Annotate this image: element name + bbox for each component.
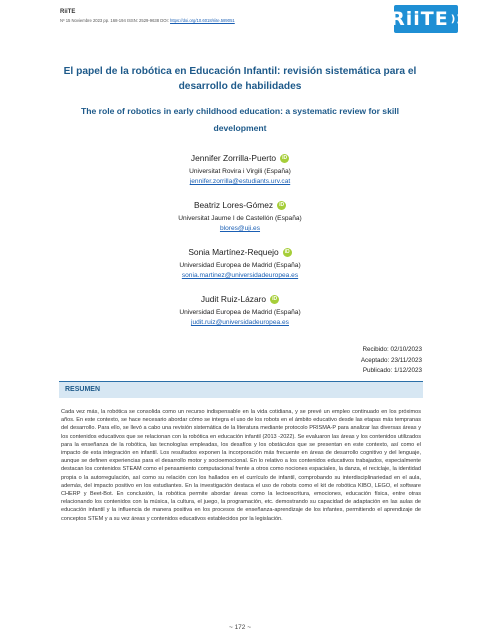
author-block (100, 242, 380, 281)
wave-icon: )) (450, 13, 462, 25)
author-email-link[interactable]: sonia.martinez@universidadeuropea.es (181, 272, 299, 279)
author-name: Beatriz Lores-Gómez (193, 200, 274, 210)
orcid-icon[interactable]: iD (279, 201, 285, 208)
author-block (100, 289, 380, 328)
author-list (100, 148, 380, 336)
issue-line (60, 18, 420, 23)
journal-name: RiiTE (60, 9, 76, 15)
publication-dates (361, 345, 422, 377)
author-name-row (191, 151, 289, 165)
received-date: Recibido: 02/10/2023 (362, 346, 422, 353)
title-spanish: El papel de la robótica en Educación Infantil: revisión sistemática para el desarrollo de habilidades (63, 66, 417, 92)
author-name-row (194, 198, 286, 212)
author-email-link[interactable]: blores@uji.es (219, 225, 261, 232)
logo-text: RiiTE (390, 8, 449, 30)
author-block (100, 195, 380, 234)
accepted-date: Aceptado: 23/11/2023 (360, 356, 422, 364)
orcid-icon[interactable]: iD (272, 295, 278, 302)
doi-link[interactable]: https://doi.org/10.6018/riite.589051 (170, 18, 235, 23)
abstract-heading: RESUMEN (59, 382, 423, 398)
abstract-section (59, 381, 423, 590)
journal-logo (390, 5, 462, 33)
abstract-text: Cada vez más, la robótica se consolida como un recurso indispensable en la vida cotidiana, y se prevé un empleo continuado en los próximos años. En este contexto, se hace necesario abordar cómo se integra el uso de los robots en el ámbito educativo desde las etapas más tempranas del desarrollo. Para ello, se llevó a cabo una revisión sistemática de la literatura mediante protocolo PRISMA-P para analizar las diversas áreas y los contenidos educativos que se relacionan con la robótica en educación infantil (2013 -2022). Se evaluaron las áreas y los contenidos utilizados para la enseñanza de la robótica, las tecnologías empleadas, los desafíos y los obstáculos que se presentan en este contexto, así como el impacto de esta integración en infantil. Los resultados exponen la incorporación más frecuente en áreas de desarrollo cognitivo y del lenguaje, aunque se definen experiencias para el desarrollo motor y socioemocional. En lo relativo a los contenidos educativos trabajados, especialmente destacan los contenidos STEAM como el pensamiento computacional frente a otros como nociones espaciales, la danza, el reciclaje, la identidad propia o la autorregulación, así como su relación con los hallados en el currículo de infantil, comprobando su interdisciplinariedad en el aula, además, del impacto positivo en los estudiantes. En la investigación destaca el uso de robots como el kit de robótica KIBO, LEGO, el software CHERP y Beet-Bot. En conclusión, la robótica permite abordar áreas como la lectoescritura, emociones, educación física, entre otras relacionando los contenidos con la música, la cultura, el juego, la programación, etc. demostrando su capacidad de adaptación en las aulas de educación infantil y la influencia de manera positiva en los procesos de enseñanza-aprendizaje de los infantes, permitiendo el aprendizaje de conceptos STEM y a su vez áreas y contenidos educativos establecidos por la legislación. (61, 409, 421, 522)
author-name: Judit Ruiz-Lázaro (200, 294, 267, 304)
author-affiliation: Universitat Jaume I de Castellón (España) (178, 215, 302, 222)
published-date: Publicado: 1/12/2023 (362, 367, 422, 374)
orcid-icon[interactable]: iD (282, 154, 288, 161)
author-name-row (188, 245, 291, 259)
author-name: Jennifer Zorrilla-Puerto (190, 153, 277, 163)
author-affiliation: Universidad Europea de Madrid (España) (179, 309, 301, 316)
author-name: Sonia Martínez-Requejo (188, 247, 279, 257)
author-affiliation: Universidad Europea de Madrid (España) (179, 262, 301, 269)
title-english: The role of robotics in early childhood education: a systematic review for skill development (80, 106, 400, 133)
journal-header (60, 9, 420, 23)
author-block (100, 148, 380, 187)
author-affiliation: Universitat Rovira i Virgili (España) (189, 168, 291, 175)
author-email-link[interactable]: judit.ruiz@universidadeuropea.es (191, 319, 289, 326)
issue-info: Nº 15 Noviembre 2023 pp. 168-194 ISSN: 2529-9638 DOI: (60, 18, 169, 23)
author-email-link[interactable]: jennifer.zorrilla@estudiants.urv.cat (189, 178, 291, 185)
orcid-icon[interactable]: iD (284, 248, 290, 255)
author-name-row (201, 292, 279, 306)
page-number: ~ 172 ~ (228, 624, 252, 631)
